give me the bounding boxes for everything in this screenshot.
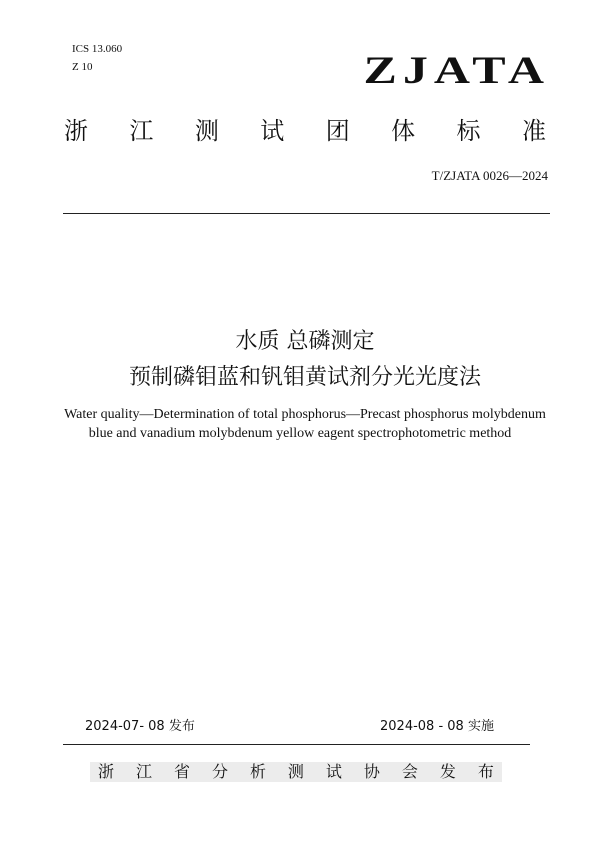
ics-code: ICS 13.060 — [72, 43, 123, 55]
issuing-organization — [90, 762, 502, 782]
ccs-code: Z 10 — [72, 61, 93, 73]
issuer-char: 试 — [325, 762, 342, 781]
title-chinese-line2: 预制磷钼蓝和钒钼黄试剂分光光度法 — [128, 365, 481, 390]
standard-type-char: 试 — [260, 117, 285, 145]
issuer-char: 析 — [249, 762, 266, 781]
standard-type-char: 体 — [391, 117, 416, 145]
title-english-line1: Water quality—Determination of total phosphorus—Precast phosphorus molybdenum — [64, 407, 546, 422]
header-divider — [63, 213, 550, 214]
issuer-char: 会 — [401, 762, 418, 781]
standard-number: T/ZJATA 0026—2024 — [431, 168, 548, 183]
issuer-char: 省 — [173, 762, 190, 781]
standard-type-char: 江 — [129, 117, 154, 145]
implementation-date: 2024-08 - 08 实施 — [380, 719, 494, 734]
issuer-char: 分 — [211, 762, 228, 781]
title-chinese-line1: 水质 总磷测定 — [235, 329, 375, 354]
standard-type-char: 浙 — [64, 117, 88, 145]
standard-type-char: 测 — [194, 117, 219, 145]
issuer-char: 测 — [287, 762, 304, 781]
issuer-char: 浙 — [98, 762, 115, 781]
standard-type — [50, 116, 560, 146]
issuer-char: 协 — [363, 762, 380, 781]
issuer-char: 发 — [439, 762, 456, 781]
standard-type-char: 团 — [325, 117, 350, 145]
issuer-char: 江 — [135, 762, 152, 781]
organization-logo: ZJATA — [363, 47, 550, 92]
footer-divider — [63, 744, 530, 745]
standard-type-char: 准 — [521, 117, 546, 145]
title-english-line2: blue and vanadium molybdenum yellow eagent spectrophotometric method — [88, 426, 512, 441]
issuer-char: 布 — [477, 762, 494, 781]
issue-date: 2024-07- 08 发布 — [85, 719, 195, 734]
standard-type-char: 标 — [456, 117, 481, 145]
